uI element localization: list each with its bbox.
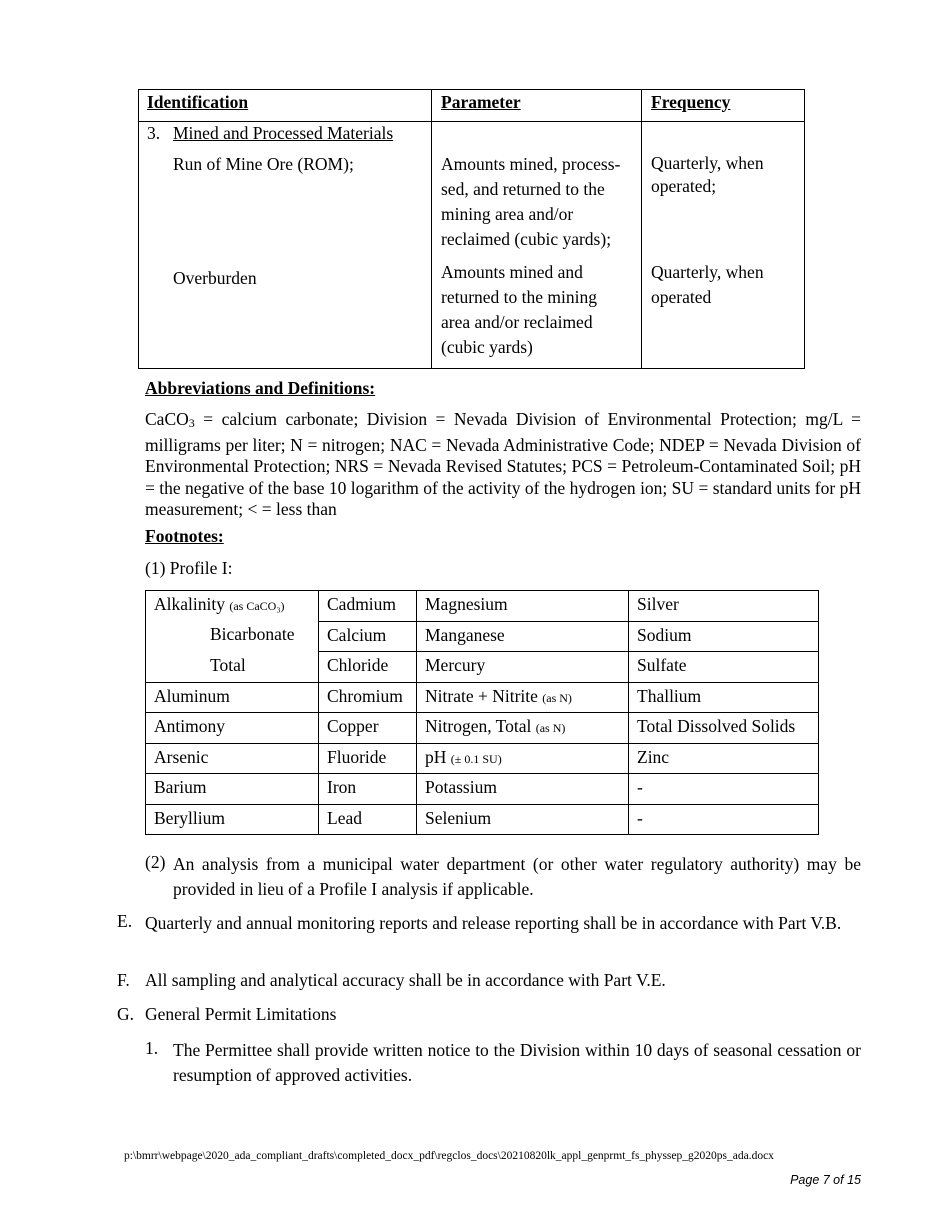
table-row: Arsenic Fluoride pH (± 0.1 SU) Zinc (146, 743, 819, 774)
table-row: Aluminum Chromium Nitrate + Nitrite (as N) Thallium (146, 682, 819, 713)
row-overburden-frequency: Quarterly, when operated (651, 262, 764, 307)
section-f-text: All sampling and analytical accuracy shall be in accordance with Part V.E. (145, 970, 666, 990)
footer-file-path: p:\bmrr\webpage\2020_ada_compliant_drafts\completed_docx_pdf\regclos_docs\20210820lk_appl_genprmt_fs_physsep_g2020ps_ada.docx (124, 1150, 774, 1162)
table-row: Antimony Copper Nitrogen, Total (as N) Total Dissolved Solids (146, 713, 819, 744)
table-row: Alkalinity (as CaCO₃) Cadmium Magnesium Silver (146, 591, 819, 622)
section-f-label: F. (117, 970, 130, 990)
section-number: 3. (147, 123, 161, 143)
header-parameter: Parameter (441, 92, 521, 112)
row-overburden-parameter: Amounts mined and returned to the mining area and/or reclaimed (cubic yards) (441, 262, 598, 357)
section-g-text: General Permit Limitations (145, 1004, 337, 1024)
table-row: Beryllium Lead Selenium - (146, 804, 819, 835)
section-e-text: Quarterly and annual monitoring reports and release reporting shall be in accordance with Part V.B. (145, 913, 842, 933)
footnote-2-label: (2) (145, 852, 166, 872)
monitoring-table (138, 89, 805, 369)
section-e-label: E. (117, 911, 133, 931)
table-row: Bicarbonate Calcium Manganese Sodium (146, 621, 819, 652)
g-item-1-text: The Permittee shall provide written notice to the Division within 10 days of seasonal cessation or resumption of approved activities. (173, 1040, 861, 1085)
footnote-1: (1) Profile I: (145, 558, 233, 578)
header-identification: Identification (147, 92, 249, 112)
row-rom-identification: Run of Mine Ore (ROM); (173, 154, 354, 174)
table-row: Total Chloride Mercury Sulfate (146, 652, 819, 683)
abbreviations-heading: Abbreviations and Definitions: (145, 378, 376, 398)
profile-table (145, 590, 819, 835)
footnote-2-text: An analysis from a municipal water department (or other water regulatory authority) may be provided in lieu of a Profile I analysis if applicable. (173, 854, 861, 899)
alkalinity-cell: Alkalinity (as CaCO₃) (146, 591, 319, 622)
abbreviations-text: CaCO$_3$ = calcium carbonate; Division = Nevada Division of Environmental Protection; mg/L = milligrams per liter; N = nitrogen; NAC = Nevada Administrative Code; NDEP = Nevada Division of Environmental Protection; NRS = Nevada Revised Statutes; PCS = Petroleum-Contaminated Soil; pH = the negative of the base 10 logarithm of the activity of the hydrogen ion; SU = standard units for pH measurement; < = less than (145, 409, 861, 519)
section-g-label: G. (117, 1004, 135, 1024)
row-overburden-identification: Overburden (173, 268, 257, 288)
row-rom-frequency: Quarterly, when operated; (651, 153, 764, 196)
section-title: Mined and Processed Materials (173, 123, 394, 143)
g-item-1-label: 1. (145, 1038, 159, 1058)
table-row: Barium Iron Potassium - (146, 774, 819, 805)
footer-page-number: Page 7 of 15 (790, 1173, 861, 1187)
row-rom-parameter: Amounts mined, process- sed, and returned to the mining area and/or reclaimed (cubic yards); (441, 154, 621, 249)
footnotes-heading: Footnotes: (145, 526, 224, 546)
header-frequency: Frequency (651, 92, 731, 112)
